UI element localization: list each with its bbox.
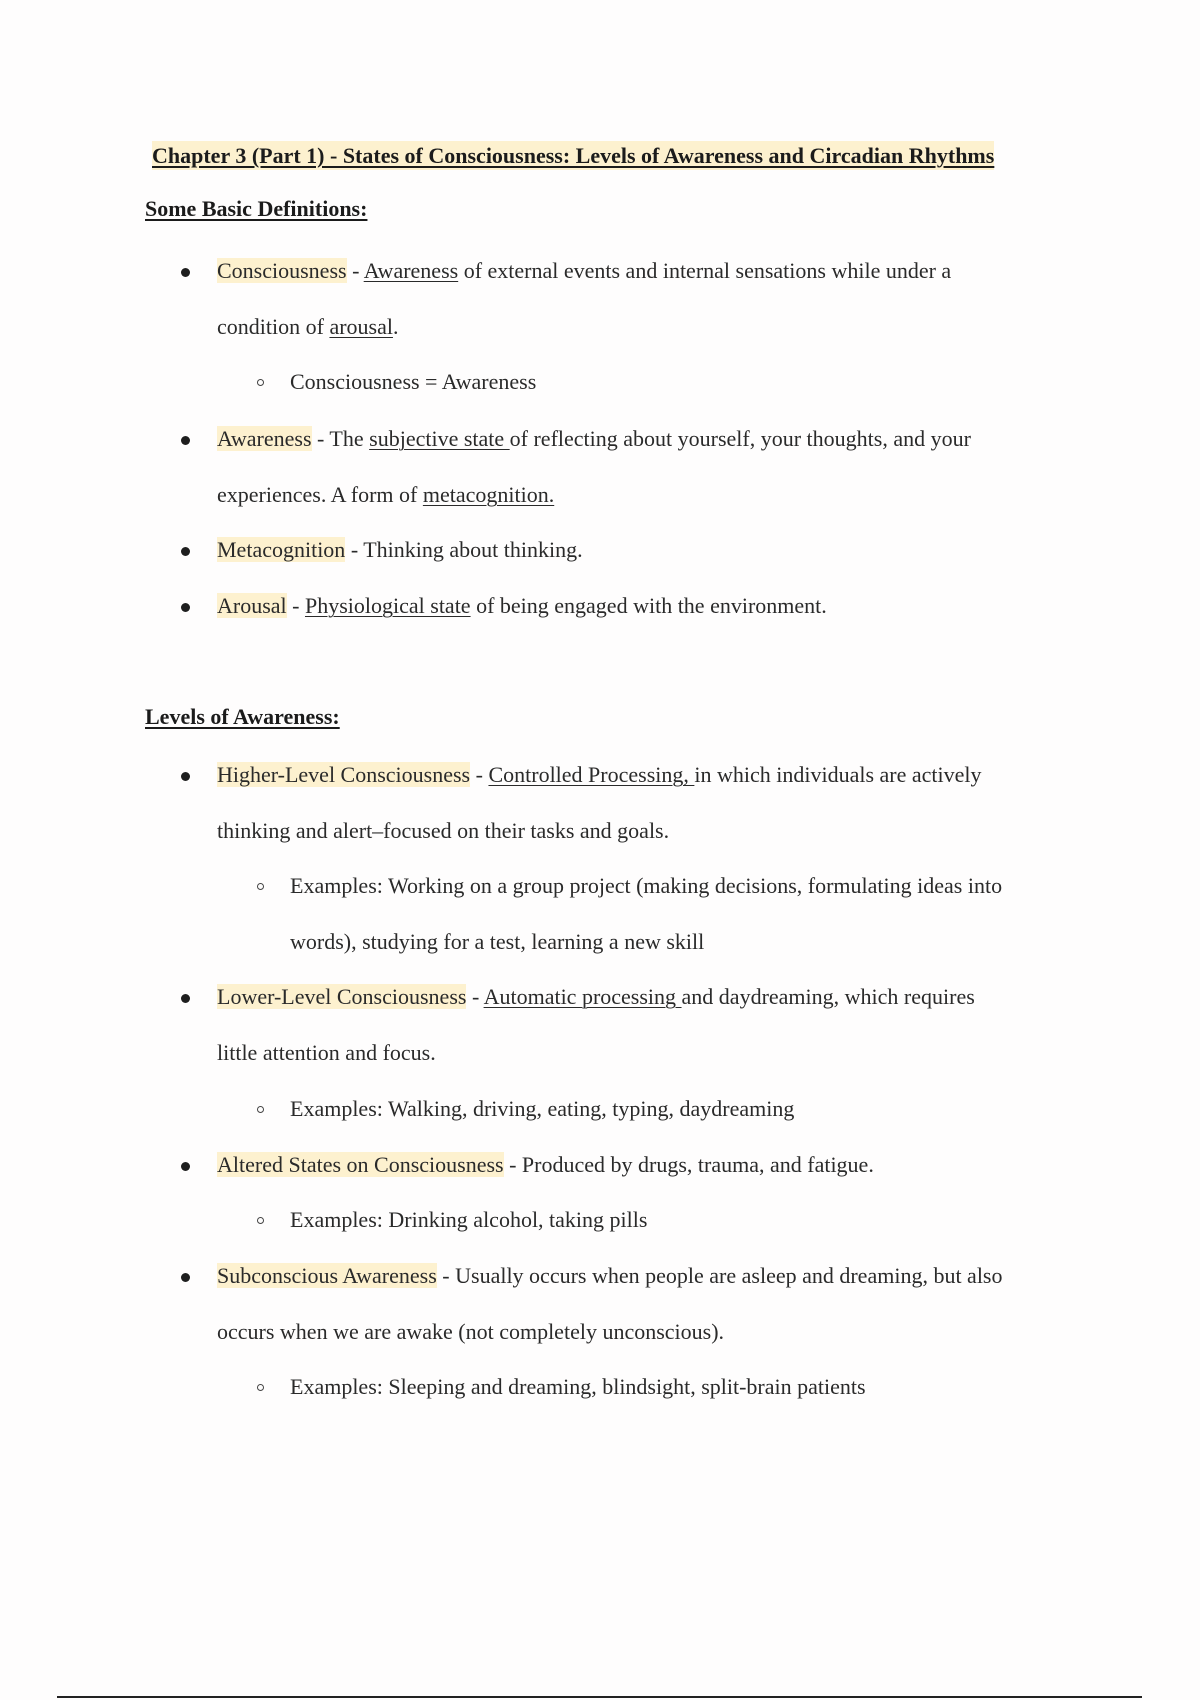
- footer-divider: [57, 1696, 1142, 1698]
- bullet-icon: [181, 436, 190, 445]
- definition-higher-level-cont: thinking and alert–focused on their tasks and goals.: [217, 818, 670, 843]
- bullet-icon: [181, 772, 190, 781]
- definition-lower-level-cont: little attention and focus.: [217, 1040, 436, 1065]
- definition-arousal: Arousal - Physiological state of being engaged with the environment.: [217, 593, 827, 618]
- term-awareness: Awareness: [217, 426, 312, 451]
- definition-higher-level: Higher-Level Consciousness - Controlled Processing, in which individuals are actively: [217, 762, 982, 787]
- definition-lower-level: Lower-Level Consciousness - Automatic processing and daydreaming, which requires: [217, 984, 975, 1009]
- definition-awareness-cont: experiences. A form of metacognition.: [217, 482, 555, 507]
- bullet-icon: [181, 994, 190, 1003]
- section-heading-basic-definitions: Some Basic Definitions:: [145, 196, 368, 221]
- sub-bullet-icon: [257, 1217, 264, 1224]
- term-metacognition: Metacognition: [217, 537, 346, 562]
- section-heading-levels-of-awareness: Levels of Awareness:: [145, 704, 340, 729]
- sub-bullet-icon: [257, 883, 264, 890]
- bullet-icon: [181, 1273, 190, 1282]
- example-subconscious: Examples: Sleeping and dreaming, blindsight, split-brain patients: [290, 1374, 866, 1399]
- definition-altered-states: Altered States on Consciousness - Produced by drugs, trauma, and fatigue.: [217, 1152, 874, 1177]
- definition-awareness: Awareness - The subjective state of reflecting about yourself, your thoughts, and your: [217, 426, 971, 451]
- sub-bullet-icon: [257, 379, 264, 386]
- term-lower-level: Lower-Level Consciousness: [217, 984, 467, 1009]
- bullet-icon: [181, 603, 190, 612]
- bullet-icon: [181, 1162, 190, 1171]
- term-altered-states: Altered States on Consciousness: [217, 1152, 504, 1177]
- sub-bullet-icon: [257, 1384, 264, 1391]
- bullet-icon: [181, 547, 190, 556]
- definition-consciousness: Consciousness - Awareness of external events and internal sensations while under a: [217, 258, 952, 283]
- term-consciousness: Consciousness: [217, 258, 347, 283]
- example-altered-states: Examples: Drinking alcohol, taking pills: [290, 1207, 648, 1232]
- sub-item-consciousness-equals: Consciousness = Awareness: [290, 369, 537, 394]
- term-higher-level: Higher-Level Consciousness: [217, 762, 471, 787]
- term-subconscious: Subconscious Awareness: [217, 1263, 437, 1288]
- definition-metacognition: Metacognition - Thinking about thinking.: [217, 537, 583, 562]
- bullet-icon: [181, 268, 190, 277]
- definition-subconscious: Subconscious Awareness - Usually occurs when people are asleep and dreaming, but also: [217, 1263, 1003, 1288]
- term-arousal: Arousal: [217, 593, 287, 618]
- definition-subconscious-cont: occurs when we are awake (not completely unconscious).: [217, 1319, 725, 1344]
- sub-bullet-icon: [257, 1106, 264, 1113]
- example-higher-level-cont: words), studying for a test, learning a new skill: [290, 929, 705, 954]
- example-lower-level: Examples: Walking, driving, eating, typing, daydreaming: [290, 1096, 795, 1121]
- example-higher-level: Examples: Working on a group project (making decisions, formulating ideas into: [290, 873, 1003, 898]
- definition-consciousness-cont: condition of arousal.: [217, 314, 399, 339]
- page-title: Chapter 3 (Part 1) - States of Consciousness: Levels of Awareness and Circadian Rhythms: [152, 143, 995, 168]
